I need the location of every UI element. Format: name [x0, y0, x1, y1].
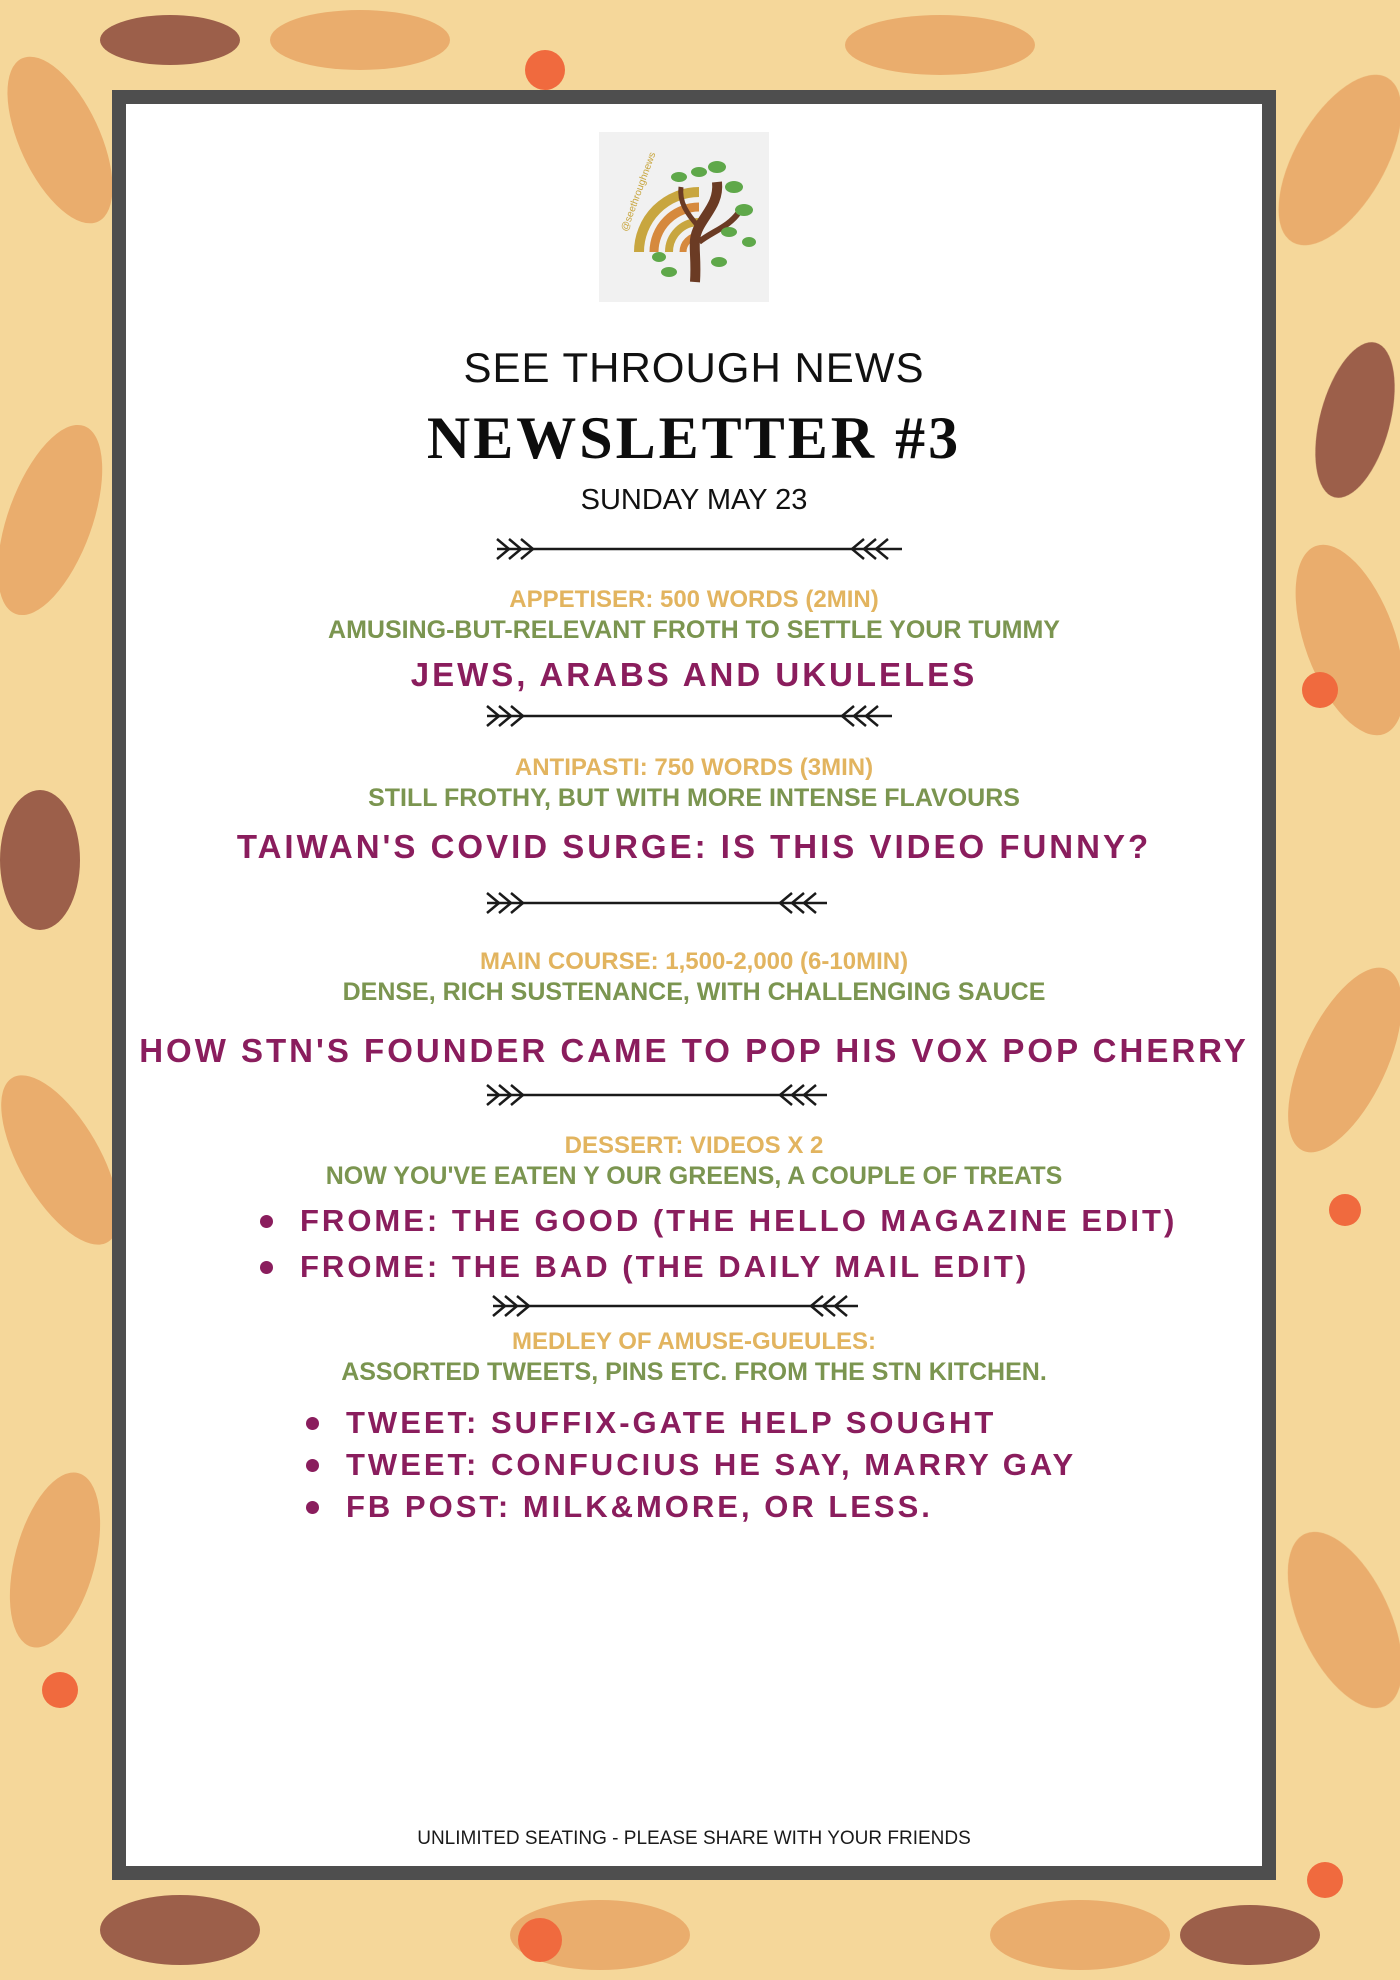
tree-signal-logo-icon	[599, 132, 769, 302]
medley-description: ASSORTED TWEETS, PINS ETC. FROM THE STN KITCHEN.	[341, 1358, 1047, 1386]
list-item[interactable]: FB POST: MILK&MORE, OR LESS.	[306, 1486, 1076, 1528]
bullet-icon	[306, 1417, 319, 1430]
bullet-icon	[260, 1261, 273, 1274]
arrow-divider-icon	[492, 534, 912, 564]
main-course-description: DENSE, RICH SUSTENANCE, WITH CHALLENGING SAUCE	[342, 978, 1046, 1006]
list-item[interactable]: TWEET: SUFFIX-GATE HELP SOUGHT	[306, 1402, 1076, 1444]
list-item[interactable]: TWEET: CONFUCIUS HE SAY, MARRY GAY	[306, 1444, 1076, 1486]
dessert-description: NOW YOU'VE EATEN Y OUR GREENS, A COUPLE OF TREATS	[325, 1162, 1063, 1190]
list-item[interactable]: FROME: THE BAD (THE DAILY MAIL EDIT)	[260, 1244, 1177, 1290]
medley-post-list	[306, 1402, 1076, 1528]
footer-note: UNLIMITED SEATING - PLEASE SHARE WITH YOUR FRIENDS	[417, 1828, 971, 1849]
bullet-icon	[306, 1459, 319, 1472]
dessert-course-label: DESSERT: VIDEOS X 2	[564, 1132, 824, 1159]
bullet-icon	[260, 1215, 273, 1228]
main-course-headline-link[interactable]: HOW STN'S FOUNDER CAME TO POP HIS VOX POP CHERRY	[139, 1032, 1249, 1069]
newsletter-card	[112, 90, 1276, 1880]
arrow-divider-icon	[482, 1080, 902, 1110]
issue-date: SUNDAY MAY 23	[580, 484, 808, 516]
newsletter-title: NEWSLETTER #3	[426, 405, 962, 471]
main-course-label: MAIN COURSE: 1,500-2,000 (6-10MIN)	[479, 948, 909, 975]
arrow-divider-icon	[488, 1291, 908, 1321]
bullet-icon	[306, 1501, 319, 1514]
list-item[interactable]: FROME: THE GOOD (THE HELLO MAGAZINE EDIT)	[260, 1198, 1177, 1244]
dessert-video-list	[260, 1198, 1177, 1290]
arrow-divider-icon	[482, 701, 902, 731]
antipasti-course-label: ANTIPASTI: 750 WORDS (3MIN)	[514, 754, 874, 781]
site-name: SEE THROUGH NEWS	[463, 344, 925, 391]
appetiser-description: AMUSING-BUT-RELEVANT FROTH TO SETTLE YOUR TUMMY	[328, 616, 1060, 644]
seethroughnews-logo	[599, 132, 769, 302]
antipasti-headline-link[interactable]: TAIWAN'S COVID SURGE: IS THIS VIDEO FUNNY?	[236, 828, 1152, 865]
svg-text:@seethroughnews: @seethroughnews	[619, 150, 659, 234]
arrow-divider-icon	[482, 888, 902, 918]
antipasti-description: STILL FROTHY, BUT WITH MORE INTENSE FLAVOURS	[368, 784, 1020, 812]
appetiser-headline-link[interactable]: JEWS, ARABS AND UKULELES	[410, 656, 978, 693]
medley-course-label: MEDLEY OF AMUSE-GUEULES:	[511, 1328, 877, 1355]
appetiser-course-label: APPETISER: 500 WORDS (2MIN)	[509, 586, 879, 613]
